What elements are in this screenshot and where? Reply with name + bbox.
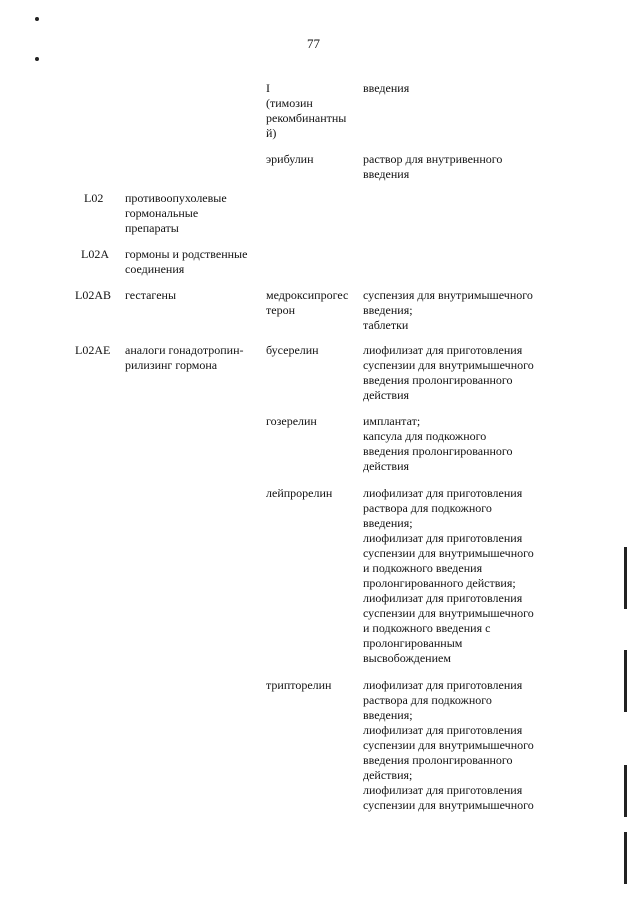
drug-name: I (тимозин рекомбинантны й) [266,81,347,140]
scan-dot-second [35,57,39,61]
drug-name: трипторелин [266,678,332,692]
atc-code: L02AB [75,288,111,302]
drug-name: лейпрорелин [266,486,333,500]
scan-edge-mark-4 [624,832,627,884]
dosage-forms: лиофилизат для приготовления суспензии для внутримышечного введения пролонгированного действия [363,343,534,402]
scan-edge-mark-1 [624,547,627,609]
drug-name: гозерелин [266,414,317,428]
scan-edge-mark-3 [624,765,627,817]
drug-name: бусерелин [266,343,319,357]
atc-code: L02 [84,191,104,205]
atc-group: аналоги гонадотропин- рилизинг гормона [125,343,244,372]
scan-edge-mark-2 [624,650,627,712]
dosage-forms: лиофилизат для приготовления раствора для подкожного введения; лиофилизат для приготовления суспензии для внутримышечного введения пролонгированного действия; лиофилизат для приготовления суспензии для внутримышечного [363,678,534,812]
dosage-forms: суспензия для внутримышечного введения; таблетки [363,288,533,332]
dosage-forms: имплантат; капсула для подкожного введения пролонгированного действия [363,414,513,473]
atc-group: противоопухолевые гормональные препараты [125,191,227,235]
scan-dot-top [35,17,39,21]
dosage-forms: введения [363,81,410,95]
atc-group: гормоны и родственные соединения [125,247,248,276]
atc-code: L02A [81,247,109,261]
dosage-forms: раствор для внутривенного введения [363,152,503,181]
drug-name: эрибулин [266,152,314,166]
atc-group: гестагены [125,288,177,302]
page-number: 77 [307,36,320,51]
atc-code: L02AE [75,343,111,357]
dosage-forms: лиофилизат для приготовления раствора для подкожного введения; лиофилизат для приготовления суспензии для внутримышечного и подкожного введения пролонгированного действия; лиофилизат для приготовления суспензии для внутримышечного и подкожного введения с пролонгированным высвобождением [363,486,534,665]
drug-name: медроксипрогес терон [266,288,349,317]
